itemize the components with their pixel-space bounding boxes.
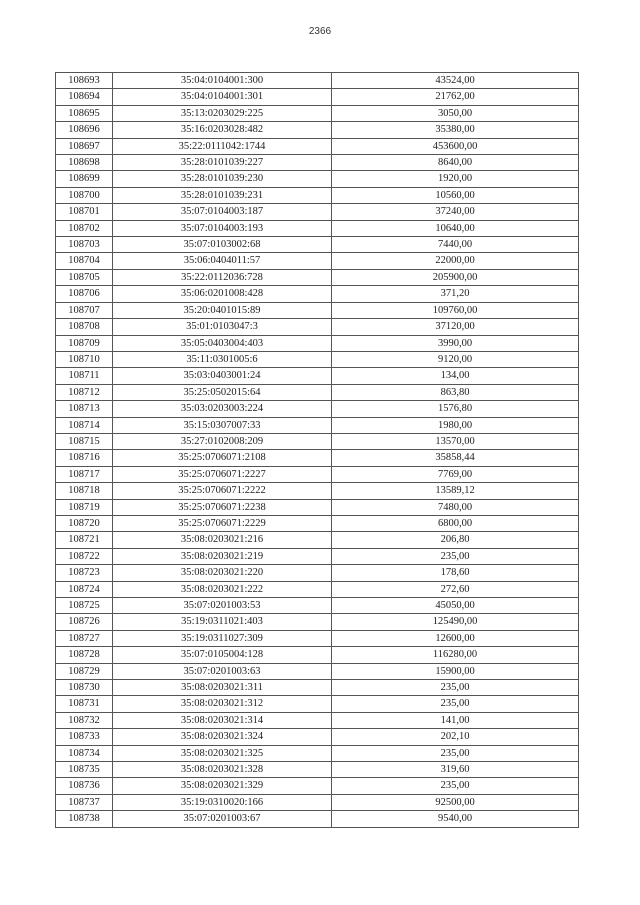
cadastral-number-cell: 35:01:0103047:3 [113,319,332,335]
value-cell: 6800,00 [332,515,579,531]
table-row [56,171,579,187]
cadastral-number-cell: 35:25:0706071:2222 [113,483,332,499]
value-cell: 141,00 [332,712,579,728]
record-number-cell: 108736 [56,778,113,794]
value-cell: 1920,00 [332,171,579,187]
table-row [56,778,579,794]
record-number-cell: 108726 [56,614,113,630]
value-cell: 22000,00 [332,253,579,269]
value-cell: 8640,00 [332,155,579,171]
page-number: 2366 [308,26,332,37]
value-cell: 371,20 [332,286,579,302]
record-number-cell: 108700 [56,187,113,203]
cadastral-number-cell: 35:08:0203021:220 [113,565,332,581]
cadastral-number-cell: 35:25:0706071:2227 [113,466,332,482]
record-number-cell: 108738 [56,811,113,827]
record-number-cell: 108706 [56,286,113,302]
record-number-cell: 108718 [56,483,113,499]
value-cell: 92500,00 [332,794,579,810]
table-row [56,794,579,810]
table-row [56,647,579,663]
record-number-cell: 108729 [56,663,113,679]
table-row [56,302,579,318]
record-number-cell: 108709 [56,335,113,351]
cadastral-number-cell: 35:19:0311027:309 [113,630,332,646]
value-cell: 205900,00 [332,269,579,285]
table-row [56,450,579,466]
table-row [56,122,579,138]
cadastral-number-cell: 35:08:0203021:222 [113,581,332,597]
table-row [56,253,579,269]
record-number-cell: 108714 [56,417,113,433]
table-row [56,105,579,121]
value-cell: 45050,00 [332,598,579,614]
record-number-cell: 108719 [56,499,113,515]
value-cell: 7769,00 [332,466,579,482]
value-cell: 235,00 [332,680,579,696]
value-cell: 3990,00 [332,335,579,351]
record-number-cell: 108702 [56,220,113,236]
value-cell: 10560,00 [332,187,579,203]
value-cell: 13570,00 [332,433,579,449]
record-number-cell: 108695 [56,105,113,121]
cadastral-number-cell: 35:06:0404011:57 [113,253,332,269]
value-cell: 863,80 [332,384,579,400]
value-cell: 235,00 [332,778,579,794]
record-number-cell: 108722 [56,548,113,564]
table-row [56,565,579,581]
table-row [56,630,579,646]
table-row [56,89,579,105]
value-cell: 15900,00 [332,663,579,679]
table-row [56,138,579,154]
table-row [56,548,579,564]
table-row [56,237,579,253]
table-row [56,335,579,351]
cadastral-number-cell: 35:08:0203021:324 [113,729,332,745]
record-number-cell: 108696 [56,122,113,138]
cadastral-number-cell: 35:25:0706071:2108 [113,450,332,466]
cadastral-number-cell: 35:08:0203021:216 [113,532,332,548]
record-number-cell: 108724 [56,581,113,597]
table-row [56,73,579,89]
cadastral-number-cell: 35:25:0706071:2238 [113,499,332,515]
record-number-cell: 108698 [56,155,113,171]
table-row [56,384,579,400]
record-number-cell: 108694 [56,89,113,105]
value-cell: 202,10 [332,729,579,745]
cadastral-number-cell: 35:07:0201003:63 [113,663,332,679]
record-number-cell: 108735 [56,762,113,778]
value-cell: 178,60 [332,565,579,581]
table-row [56,204,579,220]
value-cell: 9120,00 [332,351,579,367]
value-cell: 13589,12 [332,483,579,499]
value-cell: 43524,00 [332,73,579,89]
value-cell: 235,00 [332,548,579,564]
record-number-cell: 108701 [56,204,113,220]
table-row [56,515,579,531]
cadastral-number-cell: 35:07:0103002:68 [113,237,332,253]
records-table-body [56,73,579,828]
cadastral-number-cell: 35:08:0203021:314 [113,712,332,728]
table-row [56,762,579,778]
table-row [56,220,579,236]
cadastral-number-cell: 35:11:0301005:6 [113,351,332,367]
table-row [56,401,579,417]
cadastral-number-cell: 35:13:0203029:225 [113,105,332,121]
value-cell: 272,60 [332,581,579,597]
record-number-cell: 108727 [56,630,113,646]
cadastral-number-cell: 35:04:0104001:301 [113,89,332,105]
value-cell: 7480,00 [332,499,579,515]
cadastral-number-cell: 35:27:0102008:209 [113,433,332,449]
table-row [56,745,579,761]
value-cell: 109760,00 [332,302,579,318]
cadastral-number-cell: 35:28:0101039:227 [113,155,332,171]
table-row [56,499,579,515]
value-cell: 37240,00 [332,204,579,220]
table-row [56,598,579,614]
table-row [56,155,579,171]
value-cell: 206,80 [332,532,579,548]
table-row [56,729,579,745]
table-row [56,532,579,548]
cadastral-number-cell: 35:08:0203021:328 [113,762,332,778]
cadastral-number-cell: 35:06:0201008:428 [113,286,332,302]
record-number-cell: 108730 [56,680,113,696]
record-number-cell: 108728 [56,647,113,663]
cadastral-number-cell: 35:07:0105004:128 [113,647,332,663]
cadastral-number-cell: 35:28:0101039:231 [113,187,332,203]
table-row [56,269,579,285]
cadastral-number-cell: 35:07:0201003:53 [113,598,332,614]
table-row [56,368,579,384]
record-number-cell: 108732 [56,712,113,728]
cadastral-number-cell: 35:07:0104003:193 [113,220,332,236]
cadastral-number-cell: 35:19:0310020:166 [113,794,332,810]
cadastral-number-cell: 35:08:0203021:219 [113,548,332,564]
cadastral-number-cell: 35:04:0104001:300 [113,73,332,89]
value-cell: 37120,00 [332,319,579,335]
record-number-cell: 108707 [56,302,113,318]
record-number-cell: 108734 [56,745,113,761]
table-row [56,483,579,499]
cadastral-number-cell: 35:08:0203021:329 [113,778,332,794]
value-cell: 1980,00 [332,417,579,433]
table-row [56,351,579,367]
record-number-cell: 108704 [56,253,113,269]
value-cell: 453600,00 [332,138,579,154]
records-table [55,72,579,828]
record-number-cell: 108710 [56,351,113,367]
cadastral-number-cell: 35:05:0403004:403 [113,335,332,351]
record-number-cell: 108703 [56,237,113,253]
cadastral-number-cell: 35:25:0502015:64 [113,384,332,400]
cadastral-number-cell: 35:08:0203021:325 [113,745,332,761]
value-cell: 319,60 [332,762,579,778]
record-number-cell: 108733 [56,729,113,745]
value-cell: 134,00 [332,368,579,384]
table-row [56,811,579,827]
value-cell: 1576,80 [332,401,579,417]
record-number-cell: 108693 [56,73,113,89]
record-number-cell: 108697 [56,138,113,154]
cadastral-number-cell: 35:03:0203003:224 [113,401,332,417]
value-cell: 7440,00 [332,237,579,253]
cadastral-number-cell: 35:22:0111042:1744 [113,138,332,154]
value-cell: 235,00 [332,745,579,761]
value-cell: 3050,00 [332,105,579,121]
table-row [56,319,579,335]
table-row [56,614,579,630]
table-row [56,581,579,597]
cadastral-number-cell: 35:28:0101039:230 [113,171,332,187]
cadastral-number-cell: 35:07:0201003:67 [113,811,332,827]
record-number-cell: 108715 [56,433,113,449]
table-row [56,187,579,203]
record-number-cell: 108720 [56,515,113,531]
record-number-cell: 108712 [56,384,113,400]
record-number-cell: 108711 [56,368,113,384]
record-number-cell: 108737 [56,794,113,810]
cadastral-number-cell: 35:15:0307007:33 [113,417,332,433]
table-row [56,663,579,679]
cadastral-number-cell: 35:22:0112036:728 [113,269,332,285]
record-number-cell: 108731 [56,696,113,712]
value-cell: 21762,00 [332,89,579,105]
table-row [56,433,579,449]
value-cell: 35380,00 [332,122,579,138]
table-row [56,417,579,433]
record-number-cell: 108721 [56,532,113,548]
record-number-cell: 108725 [56,598,113,614]
cadastral-number-cell: 35:19:0311021:403 [113,614,332,630]
cadastral-number-cell: 35:07:0104003:187 [113,204,332,220]
cadastral-number-cell: 35:20:0401015:89 [113,302,332,318]
value-cell: 235,00 [332,696,579,712]
cadastral-number-cell: 35:03:0403001:24 [113,368,332,384]
table-row [56,466,579,482]
value-cell: 9540,00 [332,811,579,827]
table-row [56,286,579,302]
value-cell: 10640,00 [332,220,579,236]
value-cell: 35858,44 [332,450,579,466]
record-number-cell: 108708 [56,319,113,335]
cadastral-number-cell: 35:08:0203021:311 [113,680,332,696]
value-cell: 116280,00 [332,647,579,663]
cadastral-number-cell: 35:16:0203028:482 [113,122,332,138]
table-row [56,680,579,696]
record-number-cell: 108716 [56,450,113,466]
value-cell: 12600,00 [332,630,579,646]
record-number-cell: 108713 [56,401,113,417]
record-number-cell: 108705 [56,269,113,285]
record-number-cell: 108717 [56,466,113,482]
record-number-cell: 108723 [56,565,113,581]
cadastral-number-cell: 35:25:0706071:2229 [113,515,332,531]
cadastral-number-cell: 35:08:0203021:312 [113,696,332,712]
value-cell: 125490,00 [332,614,579,630]
table-row [56,696,579,712]
record-number-cell: 108699 [56,171,113,187]
table-row [56,712,579,728]
